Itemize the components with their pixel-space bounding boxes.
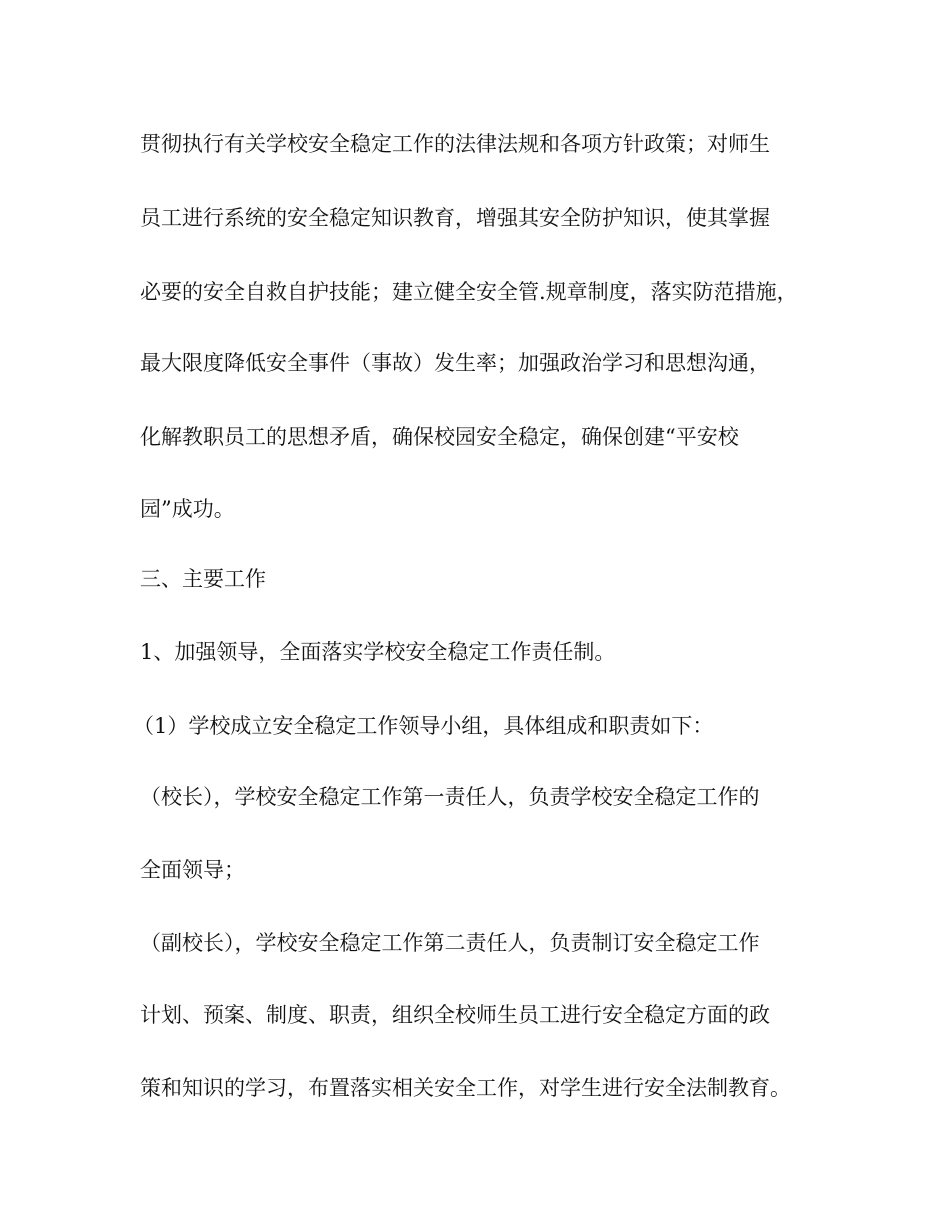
paragraph-line: 贯彻执行有关学校安全稳定工作的法律法规和各项方针政策；对师生 xyxy=(140,132,770,156)
paragraph-line: 最大限度降低安全事件（事故）发生率；加强政治学习和思想沟通， xyxy=(140,351,770,375)
paragraph-line: （1）学校成立安全稳定工作领导小组，具体组成和职责如下： xyxy=(133,714,714,738)
paragraph-line: 必要的安全自救自护技能；建立健全安全管.规章制度，落实防范措施， xyxy=(140,280,798,304)
paragraph-line: 化解教职员工的思想矛盾，确保校园安全稳定，确保创建“平安校 xyxy=(140,425,739,449)
paragraph-line: 计划、预案、制度、职责，组织全校师生员工进行安全稳定方面的政 xyxy=(140,1003,770,1027)
paragraph-line: 园”成功。 xyxy=(140,497,235,521)
paragraph-line: （校长），学校安全稳定工作第一责任人，负责学校安全稳定工作的 xyxy=(140,785,760,809)
paragraph-line: 全面领导； xyxy=(140,858,245,882)
paragraph-line: 策和知识的学习，布置落实相关安全工作，对学生进行安全法制教育。 xyxy=(140,1076,791,1100)
subsection-heading: 1、加强领导，全面落实学校安全稳定工作责任制。 xyxy=(140,640,616,664)
paragraph-line: （副校长），学校安全稳定工作第二责任人，负责制订安全稳定工作 xyxy=(140,931,760,955)
paragraph-line: 员工进行系统的安全稳定知识教育，增强其安全防护知识，使其掌握 xyxy=(140,206,770,230)
section-heading: 三、主要工作 xyxy=(140,567,266,591)
